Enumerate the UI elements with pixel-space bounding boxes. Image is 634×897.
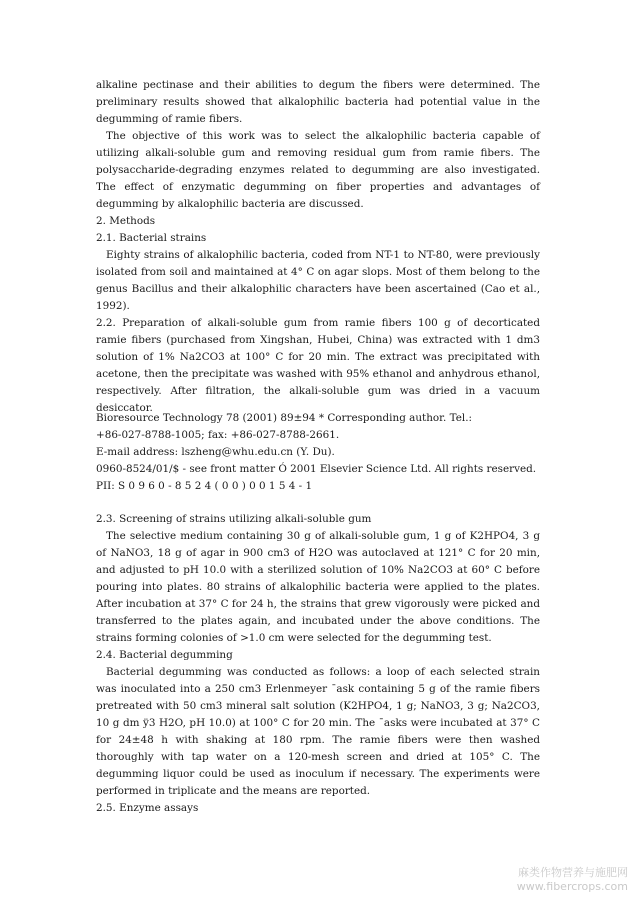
watermark-site-name: 麻类作物营养与施肥网 — [518, 866, 628, 879]
text-block-upper — [96, 77, 540, 417]
paragraph-bacterial-degumming: Bacterial degumming was conducted as follows: a loop of each selected strain was inoculated into a 250 cm3 Erlenmeyer ¯ask containing 5 g of the ramie fibers pretreated with 50 cm3 mineral salt solution (K2HPO4, 1 g; NaNO3, 3 g; Na2CO3, 10 g dm ÿ3 H2O, pH 10.0) at 100° C for 20 min. The ¯asks were incubated at 37° C for 24±48 h with shaking at 180 rpm. The ramie fibers were then washed thoroughly with tap water on a 120-mesh screen and dried at 105° C. The degumming liquor could be used as inoculum if necessary. The experiments were performed in triplicate and the means are reported. — [96, 666, 540, 797]
site-watermark — [517, 866, 628, 893]
paragraph-gum-preparation: 2.2. Preparation of alkali-soluble gum from ramie fibers 100 g of decorticated ramie fibers (purchased from Xingshan, Hubei, China) was extracted with 1 dm3 solution of 1% Na2CO3 at 100° C for 20 min. The extract was precipitated with acetone, then the precipitate was washed with 95% ethanol and anhydrous ethanol, respectively. After filtration, the alkali-soluble gum was dried in a vacuum desiccator. — [96, 317, 540, 414]
journal-citation: Bioresource Technology 78 (2001) 89±94 * Corresponding author. Tel.: — [96, 412, 472, 424]
paragraph-screening: The selective medium containing 30 g of alkali-soluble gum, 1 g of K2HPO4, 3 g of NaNO3, 18 g of agar in 900 cm3 of H2O was autoclaved at 121° C for 20 min, and adjusted to pH 10.0 with a sterilized solution of 10% Na2CO3 at 60° C before pouring into plates. 80 strains of alkalophilic bacteria were applied to the plates. After incubation at 37° C for 24 h, the strains that grew vigorously were picked and transferred to the plates again, and incubated under the above conditions. The strains forming colonies of >1.0 cm were selected for the degumming test. — [96, 530, 540, 644]
paragraph-objective: The objective of this work was to select the alkalophilic bacteria capable of utilizing alkali-soluble gum and removing residual gum from ramie fibers. The polysaccharide-degrading enzymes related to degumming are also investigated. The effect of enzymatic degumming on fiber properties and advantages of degumming by alkalophilic bacteria are discussed. — [96, 130, 540, 210]
pii-line: PII: S 0 9 6 0 - 8 5 2 4 ( 0 0 ) 0 0 1 5 4 - 1 — [96, 480, 313, 492]
contact-phone-fax: +86-027-8788-1005; fax: +86-027-8788-2661. — [96, 429, 340, 441]
heading-methods: 2. Methods — [96, 215, 156, 227]
contact-email: E-mail address: lszheng@whu.edu.cn (Y. Du). — [96, 446, 335, 458]
heading-enzyme-assays: 2.5. Enzyme assays — [96, 802, 199, 814]
heading-screening: 2.3. Screening of strains utilizing alkali-soluble gum — [96, 513, 372, 525]
watermark-url: www.fibercrops.com — [516, 880, 628, 893]
paragraph-bacterial-strains: Eighty strains of alkalophilic bacteria, coded from NT-1 to NT-80, were previously isolated from soil and maintained at 4° C on agar slops. Most of them belong to the genus Bacillus and their alkalophilic characters have been ascertained (Cao et al., 1992). — [96, 249, 540, 312]
copyright-line: 0960-8524/01/$ - see front matter Ó 2001 Elsevier Science Ltd. All rights reserved. — [96, 463, 537, 475]
text-block-lower — [96, 511, 540, 817]
heading-bacterial-degumming: 2.4. Bacterial degumming — [96, 649, 233, 661]
footer-notes — [96, 410, 540, 495]
heading-bacterial-strains: 2.1. Bacterial strains — [96, 232, 207, 244]
paragraph-intro-end: alkaline pectinase and their abilities to degum the fibers were determined. The preliminary results showed that alkalophilic bacteria had potential value in the degumming of ramie fibers. — [96, 79, 540, 125]
